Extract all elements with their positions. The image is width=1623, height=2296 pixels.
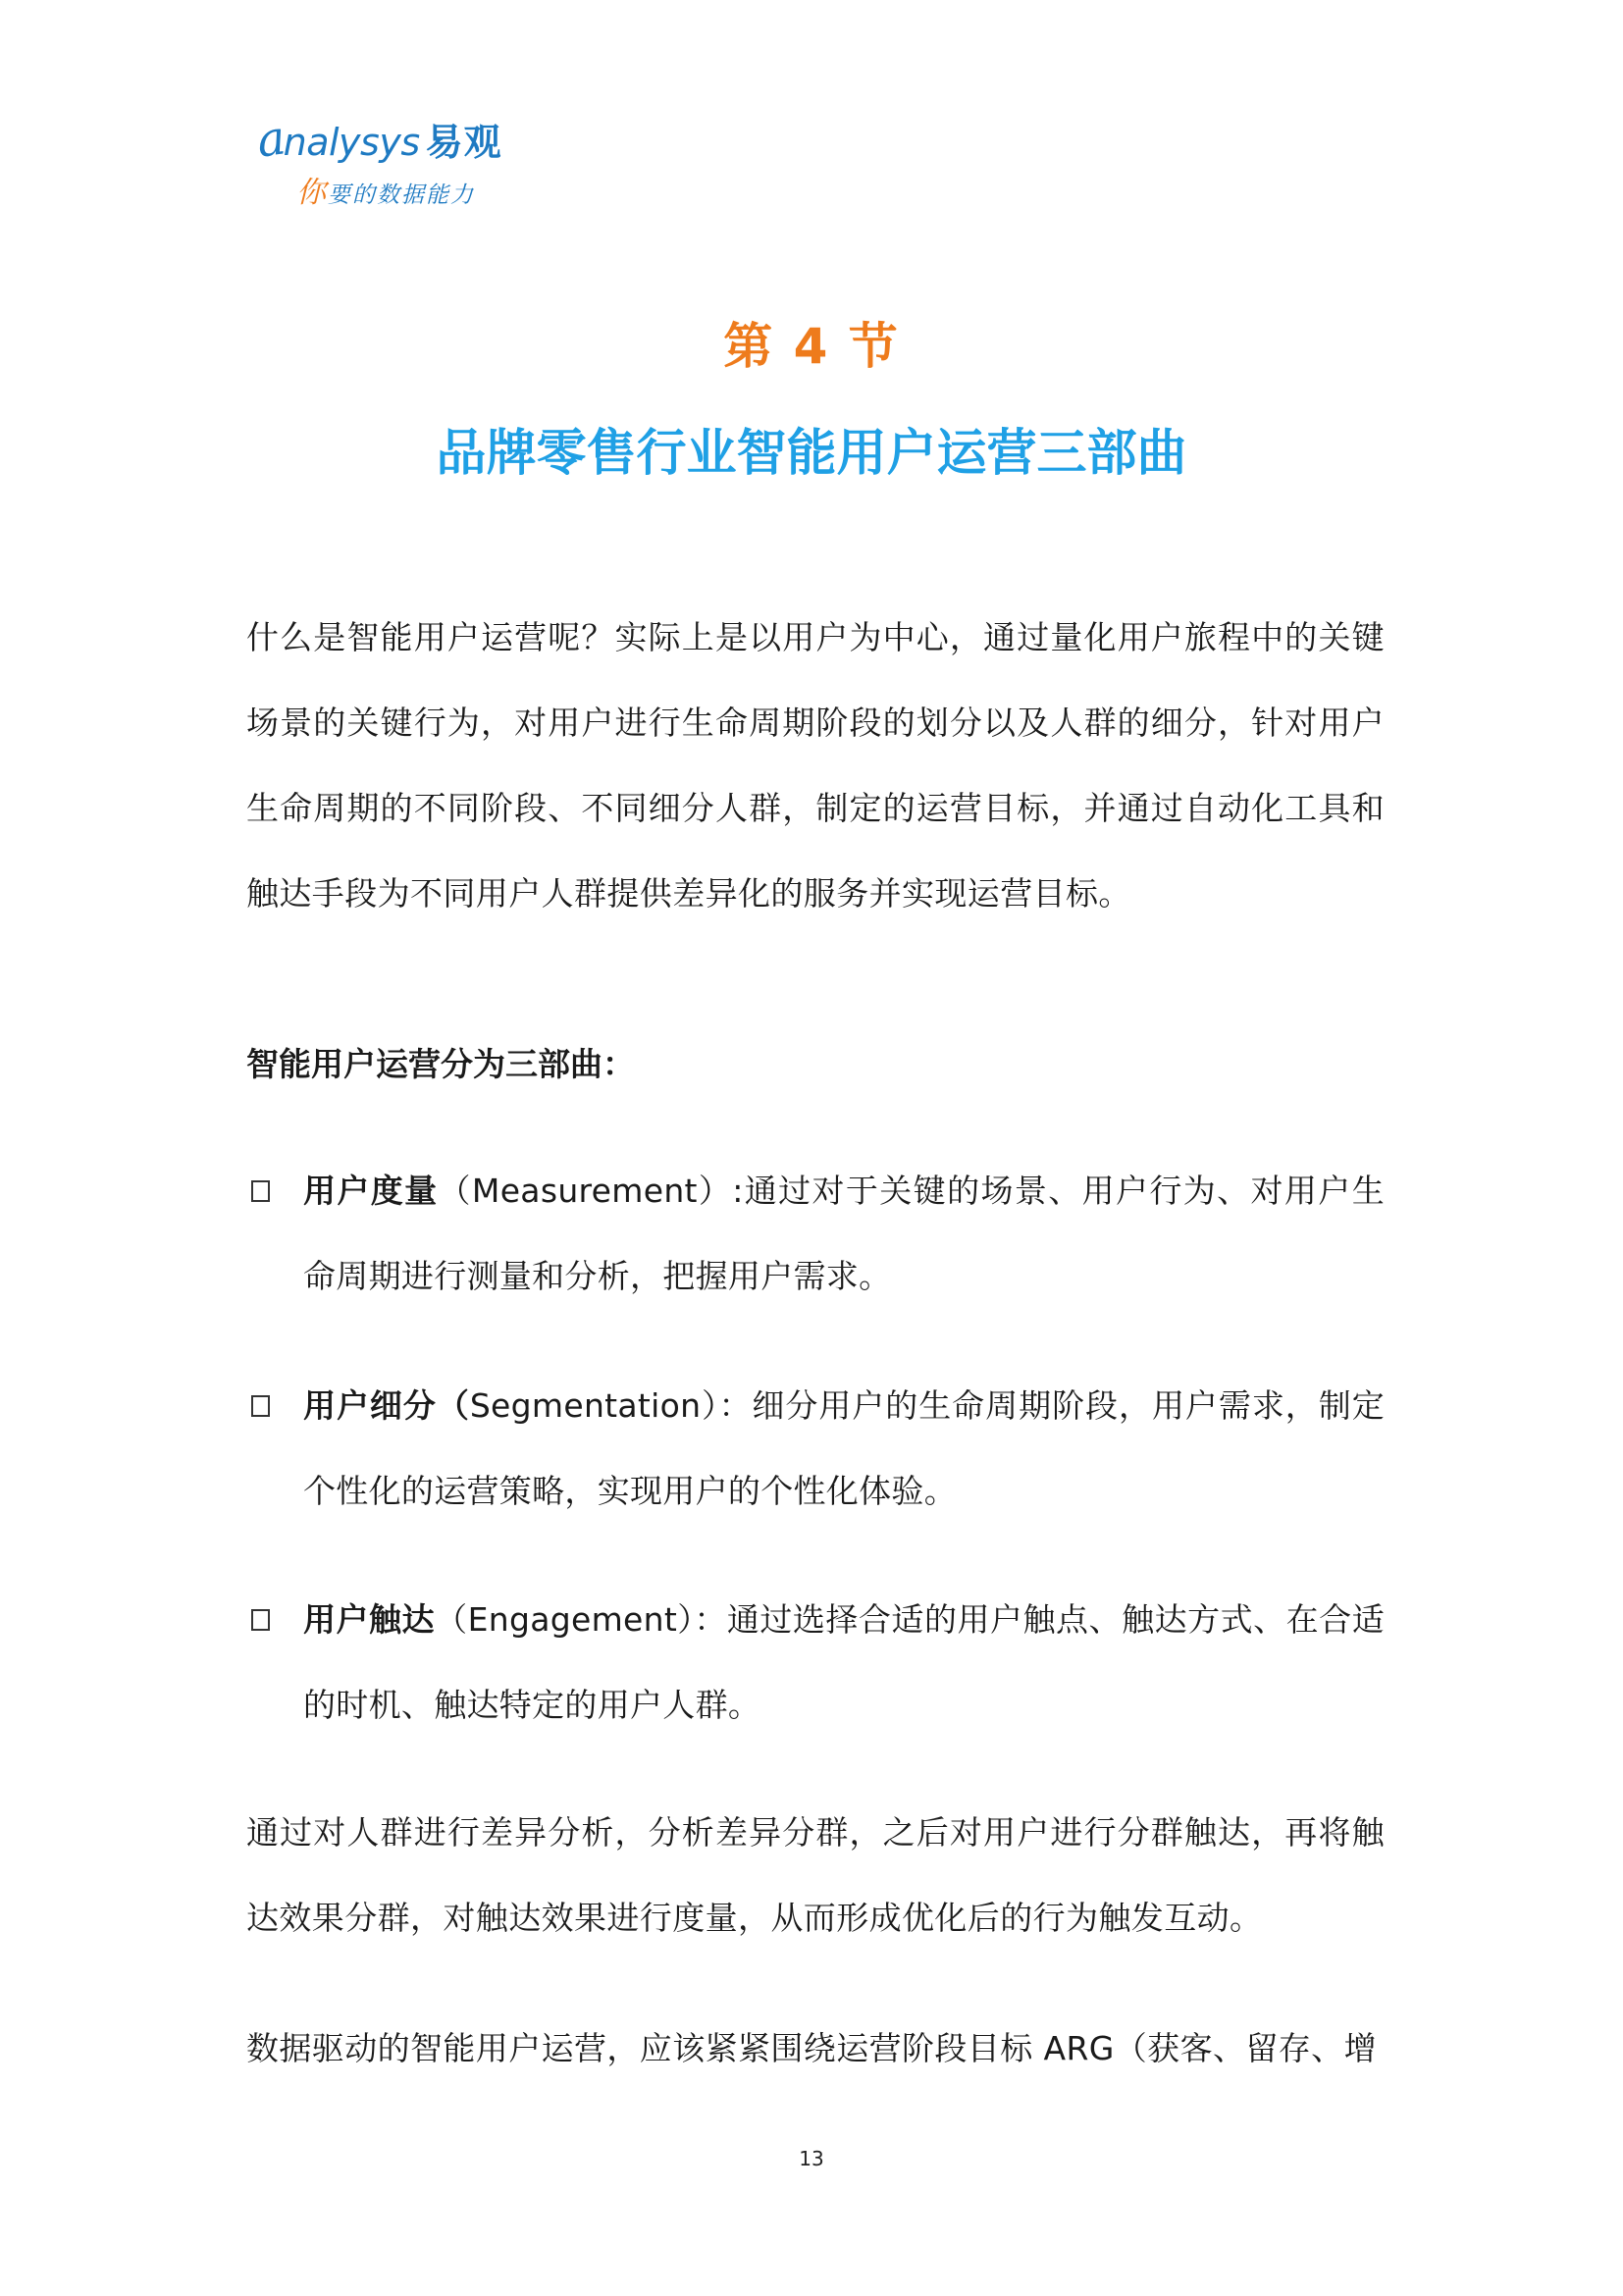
analysis-paragraph: 通过对人群进行差异分析，分析差异分群，之后对用户进行分群触达，再将触达效果分群，对触达效果进行度量，从而形成优化后的行为触发互动。	[246, 1813, 1385, 1937]
intro-paragraph: 什么是智能用户运营呢？实际上是以用户为中心，通过量化用户旅程中的关键场景的关键行为，对用户进行生命周期阶段的划分以及人群的细分，针对用户生命周期的不同阶段、不同细分人群，制定的运营目标，并通过自动化工具和触达手段为不同用户人群提供差异化的服务并实现运营目标。	[246, 618, 1385, 913]
analysys-logo	[253, 110, 512, 210]
checkbox-bullet-icon	[251, 1180, 270, 1202]
checkbox-bullet-icon	[251, 1609, 270, 1631]
logo-mark: a	[253, 110, 289, 169]
bullet-term: 用户细分（	[303, 1386, 470, 1425]
bullet-text	[303, 1577, 1385, 1748]
bullet-text	[303, 1148, 1385, 1319]
logo-tagline-first: 你	[296, 176, 328, 210]
bullet-term: 用户度量	[303, 1172, 439, 1210]
bullet-text	[303, 1363, 1385, 1534]
logo-word: nalysys	[283, 121, 420, 164]
arg-paragraph: 数据驱动的智能用户运营，应该紧紧围绕运营阶段目标 ARG（获客、留存、增	[246, 2029, 1377, 2067]
page-number: 13	[799, 2147, 824, 2170]
bullet-description: Segmentation）：细分用户的生命周期阶段，用户需求，制定个性化的运营策略，实现用户的个性化体验。	[303, 1386, 1386, 1510]
bullet-term: 用户触达	[303, 1600, 436, 1639]
logo-tagline-rest: 要的数据能力	[328, 183, 475, 208]
three-parts-heading: 智能用户运营分为三部曲：	[246, 1045, 635, 1083]
bullet-description: （Measurement）:通过对于关键的场景、用户行为、对用户生命周期进行测量和分析，把握用户需求。	[303, 1172, 1385, 1295]
section-number: 第 4 节	[723, 318, 900, 375]
logo-wordmark	[253, 110, 512, 169]
logo-chinese-name: 易观	[425, 121, 502, 164]
bullet-description: （Engagement）：通过选择合适的用户触点、触达方式、在合适的时机、触达特定的用户人群。	[303, 1600, 1385, 1724]
logo-tagline	[296, 168, 512, 211]
section-title: 品牌零售行业智能用户运营三部曲	[436, 425, 1187, 483]
checkbox-bullet-icon	[251, 1395, 270, 1417]
